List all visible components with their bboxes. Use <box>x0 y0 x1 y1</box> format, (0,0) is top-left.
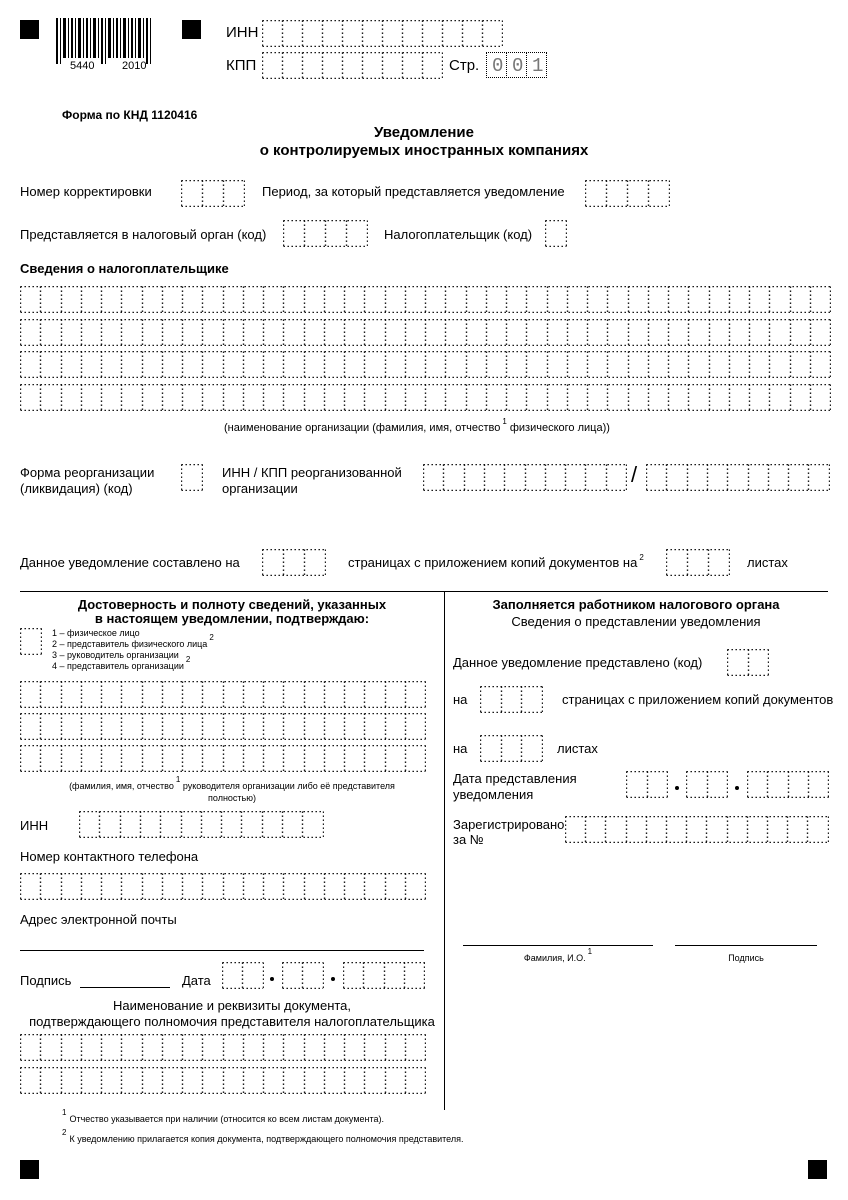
right-signature-caption: Подпись <box>728 953 764 963</box>
cell-grid <box>283 220 368 247</box>
phone-cells[interactable] <box>20 873 425 899</box>
doc-heading-line-2: подтверждающего полномочия представителя налогоплательщика <box>29 1014 435 1029</box>
left-heading-line-1: Достоверность и полноту сведений, указанных <box>77 597 387 612</box>
cell-grid <box>727 649 769 676</box>
reorg-inn-cells[interactable] <box>423 464 626 490</box>
right-signature-line[interactable] <box>675 945 817 946</box>
fio-caption-text: Фамилия, И.О. <box>523 953 586 963</box>
left-inn-cells[interactable] <box>79 811 323 837</box>
cell-grid <box>181 464 203 491</box>
reorg-kpp-cells[interactable] <box>646 464 829 490</box>
cell-grid <box>20 1067 426 1094</box>
cell-grid <box>20 319 831 346</box>
pages-cells[interactable] <box>262 549 325 575</box>
cell-grid <box>666 549 730 576</box>
header-inn-cells[interactable] <box>262 20 502 46</box>
registered-label-line-1: Зарегистрировано <box>453 817 565 832</box>
correction-cells[interactable] <box>181 180 244 206</box>
taxpayer-name-row-1[interactable] <box>20 286 830 312</box>
cell-grid <box>747 771 829 798</box>
signer-name-row-3[interactable] <box>20 745 425 771</box>
signer-caption-line-1 <box>20 775 444 791</box>
right-date-day-cells[interactable] <box>626 771 667 797</box>
pages-with-copies-sup: 2 <box>639 553 644 562</box>
pages-label: Данное уведомление составлено на <box>20 555 240 570</box>
right-subheading: Сведения о представлении уведомления <box>511 614 761 629</box>
taxpayer-code-label: Налогоплательщик (код) <box>384 227 533 242</box>
phone-label: Номер контактного телефона <box>20 849 199 864</box>
left-inn-label: ИНН <box>20 818 49 833</box>
name-caption <box>224 417 610 434</box>
corner-marker-bottom-right <box>808 1160 827 1179</box>
signature-label: Подпись <box>20 973 72 988</box>
page-number-cells[interactable] <box>486 52 546 78</box>
cell-grid <box>20 286 831 313</box>
option-3: 3 – руководитель организации <box>52 650 179 660</box>
date-day-cells[interactable] <box>222 962 263 988</box>
corner-marker-bottom-left <box>20 1160 39 1179</box>
name-caption-text: (наименование организации (фамилия, имя, отчество <box>224 422 501 434</box>
cell-grid <box>20 873 426 900</box>
cell-grid <box>262 52 443 79</box>
section-divider-vertical <box>444 591 445 1110</box>
right-heading: Заполняется работником налогового органа <box>492 597 780 612</box>
signer-name-row-2[interactable] <box>20 713 425 739</box>
signer-type-options <box>52 628 214 672</box>
reorg-label-line-1: Форма реорганизации <box>20 465 155 480</box>
footnote-2-text: К уведомлению прилагается копия документа, подтверждающего полномочия представителя. <box>69 1134 464 1144</box>
signer-caption-a: (фамилия, имя, отчество <box>69 781 174 791</box>
option-2: 2 – представитель физического лица2 <box>52 633 214 649</box>
on-label: на <box>453 692 468 707</box>
header-kpp-label: КПП <box>226 57 257 74</box>
page-digit-1: 0 <box>492 55 504 77</box>
cell-grid <box>20 713 426 740</box>
right-date-dot-2 <box>735 786 739 790</box>
barcode <box>56 18 156 64</box>
cell-grid <box>262 20 503 47</box>
cell-grid <box>282 962 324 989</box>
cell-grid <box>20 351 831 378</box>
registered-label-line-2: за № <box>453 832 484 847</box>
reorg-separator: / <box>631 462 638 487</box>
doc-row-1[interactable] <box>20 1034 425 1060</box>
fio-caption <box>463 947 653 963</box>
cell-grid <box>686 771 728 798</box>
doc-row-2[interactable] <box>20 1067 425 1093</box>
footnote-1 <box>62 1108 385 1124</box>
fio-caption-sup: 1 <box>587 947 593 956</box>
section-divider-horizontal <box>20 591 828 592</box>
date-separator-dot-1 <box>270 977 274 981</box>
cell-grid <box>565 816 829 843</box>
submitted-label: Данное уведомление представлено (код) <box>453 655 703 670</box>
cell-grid <box>626 771 668 798</box>
corner-marker-top-left <box>20 20 39 39</box>
period-label: Период, за который представляется уведомление <box>262 184 565 199</box>
pages-with-copies-label <box>348 555 644 570</box>
cell-grid <box>423 464 627 491</box>
on-label-2: на <box>453 741 468 756</box>
form-code: Форма по КНД 1120416 <box>62 108 198 122</box>
taxpayer-name-row-4[interactable] <box>20 384 830 410</box>
option-4: 4 – представитель организации2 <box>52 655 191 671</box>
taxpayer-info-heading: Сведения о налогоплательщике <box>20 261 229 276</box>
date-label: Дата <box>182 973 211 988</box>
option-1: 1 – физическое лицо <box>52 628 140 638</box>
name-caption-sup: 1 <box>502 417 507 426</box>
footnote-1-mark: 1 <box>62 1108 67 1117</box>
reorg-inn-label-line-2: организации <box>222 481 298 496</box>
cell-grid <box>545 220 567 247</box>
cell-grid <box>585 180 670 207</box>
signer-caption-sup: 1 <box>175 775 181 784</box>
barcode-number-left: 5440 <box>70 60 95 72</box>
taxpayer-code-cells[interactable] <box>545 220 566 246</box>
sheets-cells[interactable] <box>666 549 729 575</box>
date-year-cells[interactable] <box>343 962 424 988</box>
reorg-inn-label-line-1: ИНН / КПП реорганизованной <box>222 465 402 480</box>
signer-type-cell[interactable] <box>20 628 41 654</box>
signature-line[interactable] <box>80 987 170 988</box>
page-label: Стр. <box>449 57 480 74</box>
taxpayer-name-row-2[interactable] <box>20 319 830 345</box>
tax-authority-cells[interactable] <box>283 220 367 246</box>
corner-marker-top-mid <box>182 20 201 39</box>
footnote-2 <box>62 1128 464 1144</box>
taxpayer-name-row-3[interactable] <box>20 351 830 377</box>
correction-label: Номер корректировки <box>20 184 152 199</box>
footnote-2-mark: 2 <box>62 1128 67 1137</box>
page-digit-2: 0 <box>512 55 524 77</box>
right-date-label-line-2: уведомления <box>453 787 534 802</box>
cell-grid <box>20 681 426 708</box>
cell-grid <box>480 686 543 713</box>
cell-grid <box>480 735 543 762</box>
cell-grid <box>262 549 326 576</box>
fio-line[interactable] <box>463 945 653 946</box>
title-line-2: о контролируемых иностранных компаниях <box>259 142 589 159</box>
cell-grid <box>79 811 324 838</box>
header-kpp-cells[interactable] <box>262 52 442 78</box>
submitted-code-cells[interactable] <box>727 649 768 675</box>
name-caption-end: физического лица)) <box>509 422 610 434</box>
pages-with-copies-text: страницах с приложением копий документов на <box>348 555 638 570</box>
header-inn-label: ИНН <box>226 24 259 41</box>
right-pages-cells[interactable] <box>480 686 542 712</box>
title-line-1: Уведомление <box>373 124 474 141</box>
tax-authority-label: Представляется в налоговый орган (код) <box>20 227 267 242</box>
right-date-year-cells[interactable] <box>747 771 828 797</box>
barcode-number-right: 2010 <box>122 60 147 72</box>
sheets-label: листах <box>747 555 788 570</box>
page-digit-3: 1 <box>532 55 544 77</box>
right-sheets-label: листах <box>557 741 598 756</box>
footnote-1-text: Отчество указывается при наличии (относится ко всем листам документа). <box>69 1114 385 1124</box>
cell-grid <box>181 180 245 207</box>
cell-grid <box>222 962 264 989</box>
date-month-cells[interactable] <box>282 962 323 988</box>
right-pages-copies-label: страницах с приложением копий документов <box>562 692 834 707</box>
right-date-dot-1 <box>675 786 679 790</box>
email-label: Адрес электронной почты <box>20 912 177 927</box>
signer-name-row-1[interactable] <box>20 681 425 707</box>
signer-caption-line-2: полностью) <box>208 793 256 803</box>
cell-grid <box>20 745 426 772</box>
cell-grid <box>646 464 830 491</box>
email-line[interactable] <box>20 950 424 951</box>
registered-number-cells[interactable] <box>565 816 828 842</box>
right-sheets-cells[interactable] <box>480 735 542 761</box>
cell-grid <box>20 1034 426 1061</box>
reorg-code-cells[interactable] <box>181 464 202 490</box>
reorg-label-line-2: (ликвидация) (код) <box>20 481 133 496</box>
left-heading-line-2: в настоящем уведомлении, подтверждаю: <box>94 611 370 626</box>
doc-heading-line-1: Наименование и реквизиты документа, <box>112 998 352 1013</box>
signer-caption-b: руководителя организации либо её представителя <box>182 781 395 791</box>
date-separator-dot-2 <box>331 977 335 981</box>
period-cells[interactable] <box>585 180 669 206</box>
cell-grid <box>20 628 42 655</box>
right-date-label-line-1: Дата представления <box>453 771 577 786</box>
cell-grid <box>343 962 425 989</box>
right-date-month-cells[interactable] <box>686 771 727 797</box>
cell-grid <box>20 384 831 411</box>
